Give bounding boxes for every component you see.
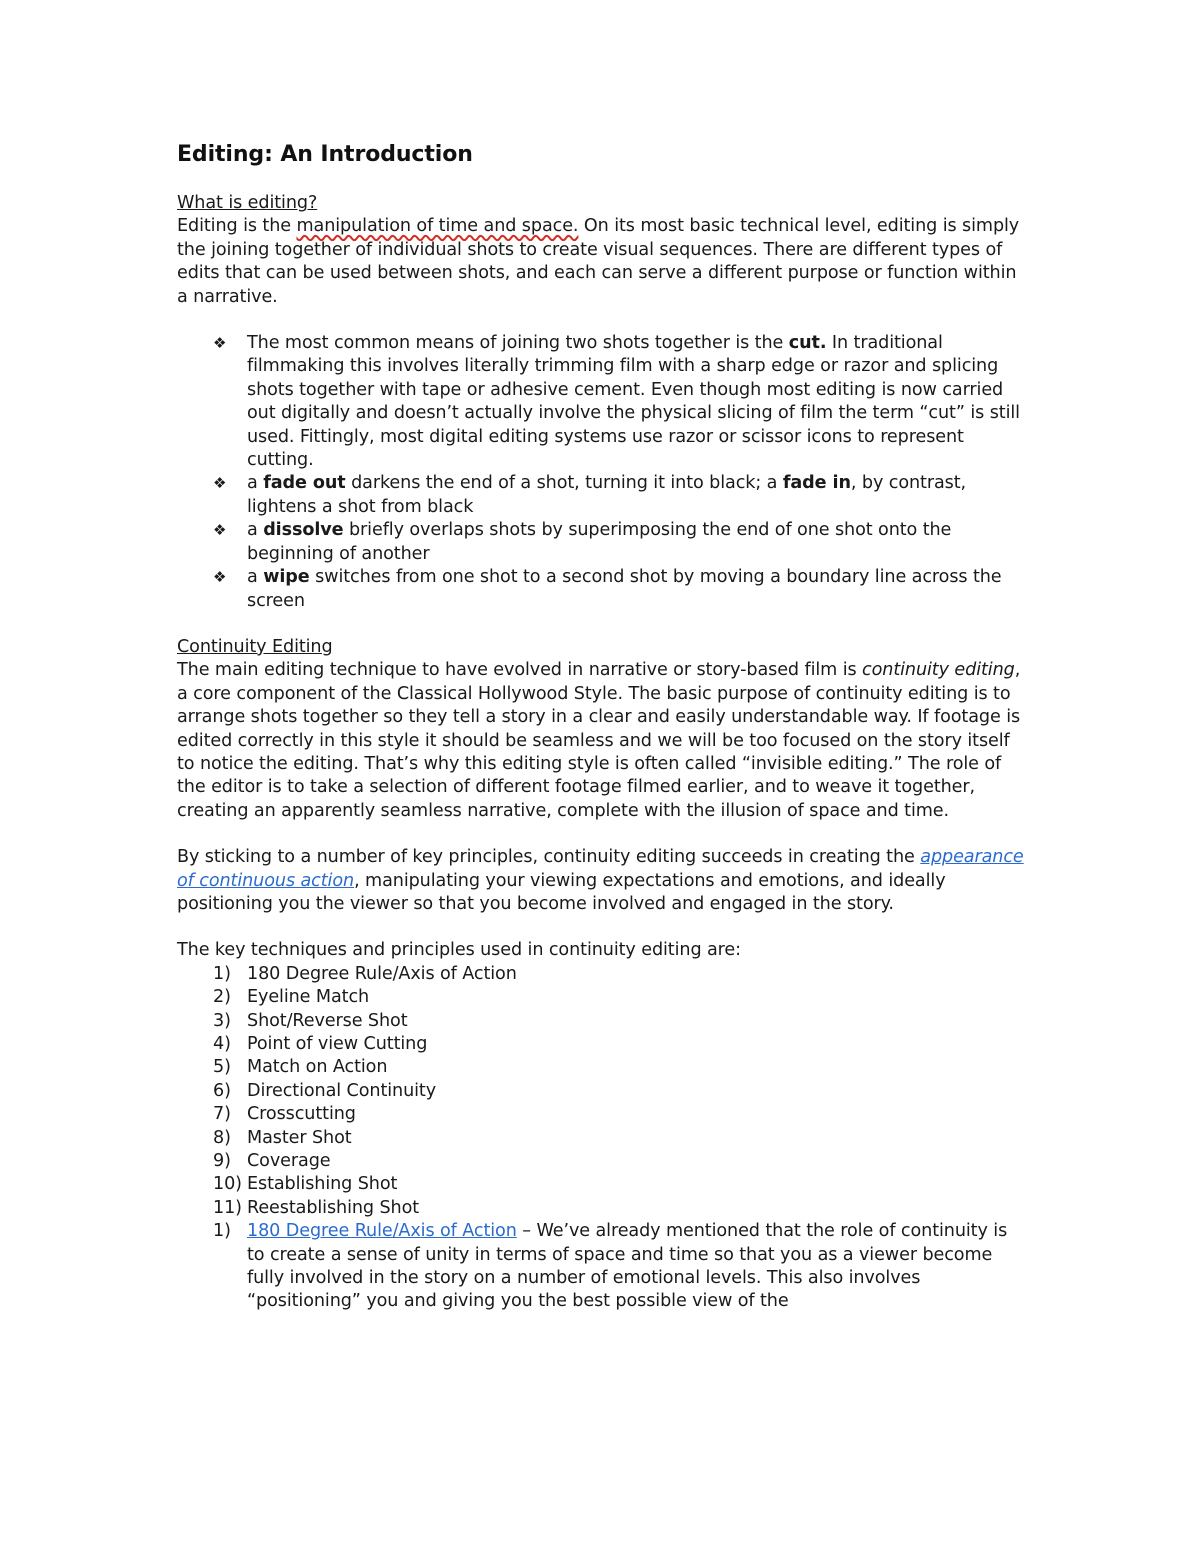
list-item: ❖ a wipe switches from one shot to a second shot by moving a boundary line across the screen bbox=[213, 567, 1002, 611]
list-item: 11) Reestablishing Shot bbox=[213, 1197, 420, 1218]
intro-text-a: Editing is the bbox=[177, 216, 297, 237]
list-item: 1) 180 Degree Rule/Axis of Action – We’ve already mentioned that the role of continuity is to create a sense of unity in terms of space and time so that you as a viewer become fully involved in the story on a number of emotional levels. This also involves “positioning” you and giving you the best possible view of the bbox=[213, 1221, 1008, 1312]
section-heading-what-is-editing: What is editing? bbox=[177, 193, 318, 213]
document-title: Editing: An Introduction bbox=[177, 142, 473, 167]
intro-paragraph bbox=[177, 215, 1027, 309]
list-item: 4) Point of view Cutting bbox=[213, 1034, 428, 1054]
list-item: 5) Match on Action bbox=[213, 1057, 388, 1078]
axis-of-action-link[interactable]: 180 Degree Rule/Axis of Action bbox=[247, 1221, 517, 1242]
techniques-list bbox=[177, 963, 1027, 1220]
list-item: 2) Eyeline Match bbox=[213, 987, 370, 1008]
list-item: 9) Coverage bbox=[213, 1151, 331, 1172]
document-page bbox=[177, 140, 1027, 1314]
techniques-intro: The key techniques and principles used in continuity editing are: bbox=[177, 940, 741, 961]
diamond-bullet-icon: ❖ bbox=[213, 568, 227, 587]
edit-types-list bbox=[177, 332, 1027, 613]
technique-detail-list bbox=[177, 1220, 1027, 1314]
section-heading-continuity-editing: Continuity Editing bbox=[177, 636, 333, 657]
continuity-paragraph: The main editing technique to have evolved in narrative or story-based film is continuity editing, a core component of the Classical Hollywood Style. The basic purpose of continuity editing is to arrange shots together so they tell a story in a clear and easily understandable way. If footage is edited correctly in this style it should be seamless and we will be too focused on the story itself to notice the editing. That’s why this editing style is often called “invisible editing.” The role of the editor is to take a selection of different footage filmed earlier, and to weave it together, creating an apparently seamless narrative, complete with the illusion of space and time. bbox=[177, 660, 1021, 821]
diamond-bullet-icon: ❖ bbox=[213, 521, 227, 540]
list-item: ❖ a dissolve briefly overlaps shots by superimposing the end of one shot onto the beginning of another bbox=[213, 520, 952, 564]
list-item: 8) Master Shot bbox=[213, 1127, 352, 1148]
list-item: 6) Directional Continuity bbox=[213, 1080, 437, 1101]
list-item: 3) Shot/Reverse Shot bbox=[213, 1010, 408, 1031]
diamond-bullet-icon: ❖ bbox=[213, 334, 227, 353]
list-item: ❖ a fade out darkens the end of a shot, turning it into black; a fade in, by contrast, lightens a shot from black bbox=[213, 473, 967, 517]
intro-text-b: On its most basic technical level, editing is simply the joining together of individual shots to create visual sequences. There are different types of edits that can be used between shots, and each can serve a different purpose or function within a narrative. bbox=[177, 216, 1020, 307]
diamond-bullet-icon: ❖ bbox=[213, 474, 227, 493]
list-item: 10) Establishing Shot bbox=[213, 1174, 398, 1195]
list-item: 1) 180 Degree Rule/Axis of Action bbox=[213, 963, 517, 984]
principles-paragraph: By sticking to a number of key principles, continuity editing succeeds in creating the appearance of continuous action, manipulating your viewing expectations and emotions, and ideally positioning you the viewer so that you become involved and engaged in the story. bbox=[177, 847, 1024, 914]
continuous-action-link[interactable]: appearance of continuous action bbox=[177, 847, 1024, 891]
spellcheck-underlined-phrase[interactable]: manipulation of time and space. bbox=[296, 216, 579, 237]
list-item: ❖ The most common means of joining two shots together is the cut. In traditional filmmaking this involves literally trimming film with a sharp edge or razor and splicing shots together with tape or adhesive cement. Even though most editing is now carried out digitally and doesn’t actually involve the physical slicing of film the term “cut” is still used. Fittingly, most digital editing systems use razor or scissor icons to represent cutting. bbox=[213, 333, 1020, 471]
list-item: 7) Crosscutting bbox=[213, 1104, 356, 1125]
